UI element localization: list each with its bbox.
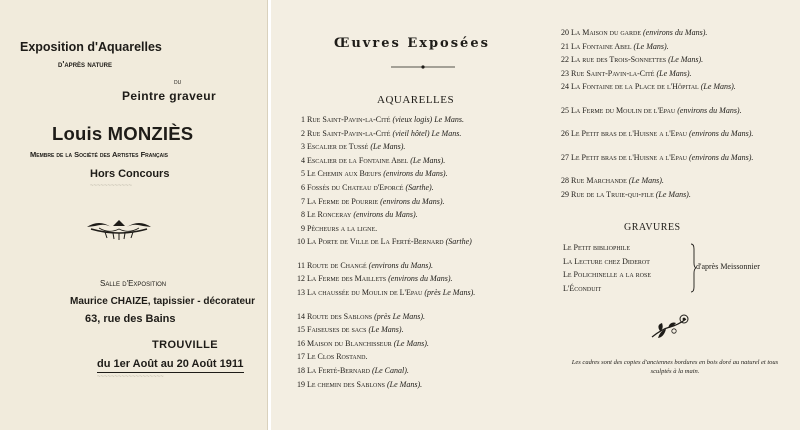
- item-number: 4: [301, 155, 305, 165]
- aquarelle-item: [293, 352, 527, 366]
- item-number: 24: [561, 82, 569, 92]
- aquarelles-list-col2: [557, 28, 777, 204]
- aquarelle-item: [293, 288, 527, 312]
- item-location: (vieux logis) Le Mans.: [392, 115, 464, 124]
- item-location: (Le Mans).: [393, 338, 429, 348]
- item-location: (environs du Mans).: [677, 105, 742, 115]
- item-location: (Le Mans).: [628, 176, 664, 186]
- aquarelle-item: [557, 153, 777, 177]
- item-title: La Ferme du Moulin de l'Epau: [571, 105, 676, 115]
- item-location: (près Le Mans).: [374, 311, 426, 321]
- item-title: Rue Saint-Pavin-la-Cité: [307, 128, 391, 138]
- aquarelle-item: [293, 115, 527, 129]
- item-location: (Le Mans).: [368, 325, 404, 335]
- item-title: La Porte de Ville de La Ferté-Bernard: [307, 237, 444, 247]
- item-title: Escalier de la Fontaine Abel: [307, 155, 409, 165]
- address: 63, rue des Bains: [85, 313, 176, 325]
- item-number: 3: [301, 142, 305, 152]
- item-location: (près Le Mans).: [424, 288, 476, 298]
- item-number: 23: [561, 68, 569, 78]
- item-location: (environs du Mans).: [368, 260, 434, 270]
- item-title: Rue Saint-Pavin-la-Cité: [571, 68, 655, 78]
- item-title: La rue des Trois-Sonnettes: [571, 55, 667, 65]
- item-number: 15: [297, 325, 305, 335]
- item-title: La Ferme de Pourrie: [307, 196, 379, 206]
- faded-handwriting-dates: ~~~~~~~~~~~~~~~~~~~: [97, 374, 164, 380]
- item-number: 1: [301, 115, 305, 124]
- item-location: (Le Mans).: [370, 142, 406, 152]
- item-number: 17: [297, 352, 305, 362]
- exhibition-title: Exposition d'Aquarelles: [20, 40, 162, 54]
- item-location: (Le Mans).: [668, 55, 704, 65]
- item-number: 6: [301, 182, 305, 192]
- item-number: 11: [297, 260, 305, 270]
- item-title: Le chemin des Sablons: [307, 379, 386, 389]
- item-location: (environs du Mans).: [689, 129, 754, 139]
- item-location: (Le Mans).: [700, 82, 736, 92]
- item-title: La Ferme des Maillets: [307, 274, 387, 284]
- item-number: 19: [297, 379, 305, 389]
- aquarelle-item: [293, 261, 527, 275]
- membership-line: Membre de la Société des Artistes Français: [30, 150, 168, 159]
- item-location: (Le Mans).: [656, 68, 692, 78]
- item-location: (environs du Mans).: [689, 152, 754, 162]
- aquarelle-item: [293, 224, 527, 238]
- item-number: 20: [561, 28, 569, 37]
- item-title: La Fontaine Abel: [571, 41, 632, 51]
- aquarelle-item: [293, 169, 527, 183]
- item-location: (environs du Mans).: [643, 28, 708, 37]
- distinction: Hors Concours: [90, 168, 170, 180]
- aquarelle-item: [293, 183, 527, 197]
- item-location: (Le Mans).: [387, 379, 423, 389]
- aquarelle-item: [557, 42, 777, 56]
- item-title: Route de Changé: [307, 260, 367, 270]
- item-number: 28: [561, 176, 569, 186]
- item-number: 18: [297, 365, 305, 375]
- aquarelle-item: [293, 274, 527, 288]
- artist-name: Louis MONZIÈS: [52, 123, 194, 144]
- organizer: Maurice CHAIZE, tapissier - décorateur: [70, 296, 256, 307]
- city: TROUVILLE: [152, 339, 218, 351]
- gravure-item: Le Petit bibliophile: [563, 243, 630, 252]
- faded-handwriting: ~~~~~~~~~~~~: [90, 183, 133, 189]
- item-title: Le Ronceray: [307, 210, 352, 220]
- item-title: Rue Saint-Pavin-la-Cité: [307, 115, 391, 124]
- venue-label: Salle d'Exposition: [100, 279, 167, 288]
- item-location: (vieil hôtel) Le Mans.: [392, 128, 462, 138]
- du-label: du: [174, 79, 182, 86]
- item-location: (environs du Mans).: [353, 210, 418, 220]
- item-number: 9: [301, 223, 305, 233]
- aquarelle-item: [293, 142, 527, 156]
- item-title: Le Chemin aux Bœufs: [307, 169, 382, 179]
- gravure-item: Le Polichinelle a la rose: [563, 270, 651, 280]
- item-number: 21: [561, 41, 569, 51]
- item-location: (Le Mans).: [633, 41, 669, 51]
- item-number: 2: [301, 128, 305, 138]
- item-title: Maison du Blanchisseur: [307, 338, 392, 348]
- item-number: 22: [561, 55, 569, 65]
- item-title: Fossés du Chateau d'Eporcé: [307, 182, 404, 192]
- item-title: La Fontaine de la Place de l'Hôpital: [571, 82, 699, 92]
- works-heading: Œuvres Exposées: [334, 36, 490, 51]
- aquarelle-item: [557, 176, 777, 190]
- aquarelle-item: [293, 325, 527, 339]
- item-location: (Sarthe).: [405, 182, 434, 192]
- aquarelle-item: [293, 312, 527, 326]
- item-title: La Maison du garde: [571, 28, 641, 37]
- item-title: Route des Sablons: [307, 311, 373, 321]
- aquarelle-item: [293, 156, 527, 170]
- aquarelle-item: [293, 129, 527, 143]
- aquarelle-item: [293, 197, 527, 211]
- aquarelle-item: [557, 106, 777, 130]
- item-title: Le Petit bras de l'Huisne a l'Epau: [571, 152, 687, 162]
- ornament-icon: [85, 217, 153, 241]
- item-title: Le Petit bras de l'Huisne a l'Epau: [571, 129, 687, 139]
- item-location: (Le Mans).: [410, 155, 446, 165]
- item-number: 7: [301, 196, 305, 206]
- aquarelle-item: [557, 190, 777, 204]
- item-location: (Le Canal).: [371, 365, 409, 375]
- aquarelles-list-col1: [293, 115, 527, 393]
- gravure-item: La Lecture chez Diderot: [563, 256, 650, 266]
- item-title: La Ferté-Bernard: [307, 365, 370, 375]
- item-number: 5: [301, 169, 305, 179]
- aquarelles-heading: AQUARELLES: [377, 94, 455, 106]
- item-title: Faiseuses de sacs: [307, 325, 367, 335]
- divider-rule: [391, 64, 455, 70]
- frames-note: Les cadres sont des copies d'anciennes bordures en bois doré au naturel et tous sculptés à la main.: [571, 359, 779, 375]
- item-location: (environs du Mans).: [383, 169, 448, 179]
- gravures-list: [563, 243, 651, 297]
- flower-ornament-icon: [648, 311, 692, 341]
- aquarelle-item: [293, 339, 527, 353]
- item-title: Le Clos Rostand.: [307, 352, 368, 362]
- item-number: 12: [297, 274, 305, 284]
- item-number: 8: [301, 210, 305, 220]
- item-number: 27: [561, 152, 569, 162]
- item-number: 10: [297, 237, 305, 247]
- gravure-item: L'Éconduit: [563, 283, 602, 293]
- gravures-attribution: d'après Meissonnier: [696, 262, 760, 271]
- item-title: Rue de la Truie-qui-file: [571, 189, 654, 199]
- item-title: Rue Marchande: [571, 176, 627, 186]
- item-title: Escalier de Tussé: [307, 142, 369, 152]
- aquarelle-item: [557, 28, 777, 42]
- item-number: 29: [561, 189, 569, 199]
- item-number: 13: [297, 288, 305, 298]
- item-number: 16: [297, 338, 305, 348]
- item-location: (Sarthe): [445, 237, 472, 247]
- works-page: [271, 0, 800, 430]
- item-location: (Le Mans).: [655, 189, 691, 199]
- aquarelle-item: [293, 380, 527, 394]
- aquarelle-item: [557, 129, 777, 153]
- aquarelle-item: [557, 82, 777, 106]
- gravures-heading: GRAVURES: [624, 222, 681, 233]
- exhibition-subtitle: d'après nature: [58, 59, 112, 69]
- aquarelle-item: [293, 237, 527, 261]
- cover-page: [0, 0, 268, 430]
- item-number: 26: [561, 129, 569, 139]
- aquarelle-item: [557, 55, 777, 69]
- aquarelle-item: [557, 69, 777, 83]
- aquarelle-item: [293, 366, 527, 380]
- exhibition-dates: du 1er Août au 20 Août 1911: [97, 358, 244, 373]
- aquarelle-item: [293, 210, 527, 224]
- item-number: 25: [561, 105, 569, 115]
- item-title: Pêcheurs a la ligne.: [307, 223, 378, 233]
- profession: Peintre graveur: [122, 89, 217, 103]
- item-title: La chaussée du Moulin de L'Epau: [307, 288, 423, 298]
- item-location: (environs du Mans).: [380, 196, 445, 206]
- item-number: 14: [297, 311, 305, 321]
- item-location: (environs du Mans).: [388, 274, 453, 284]
